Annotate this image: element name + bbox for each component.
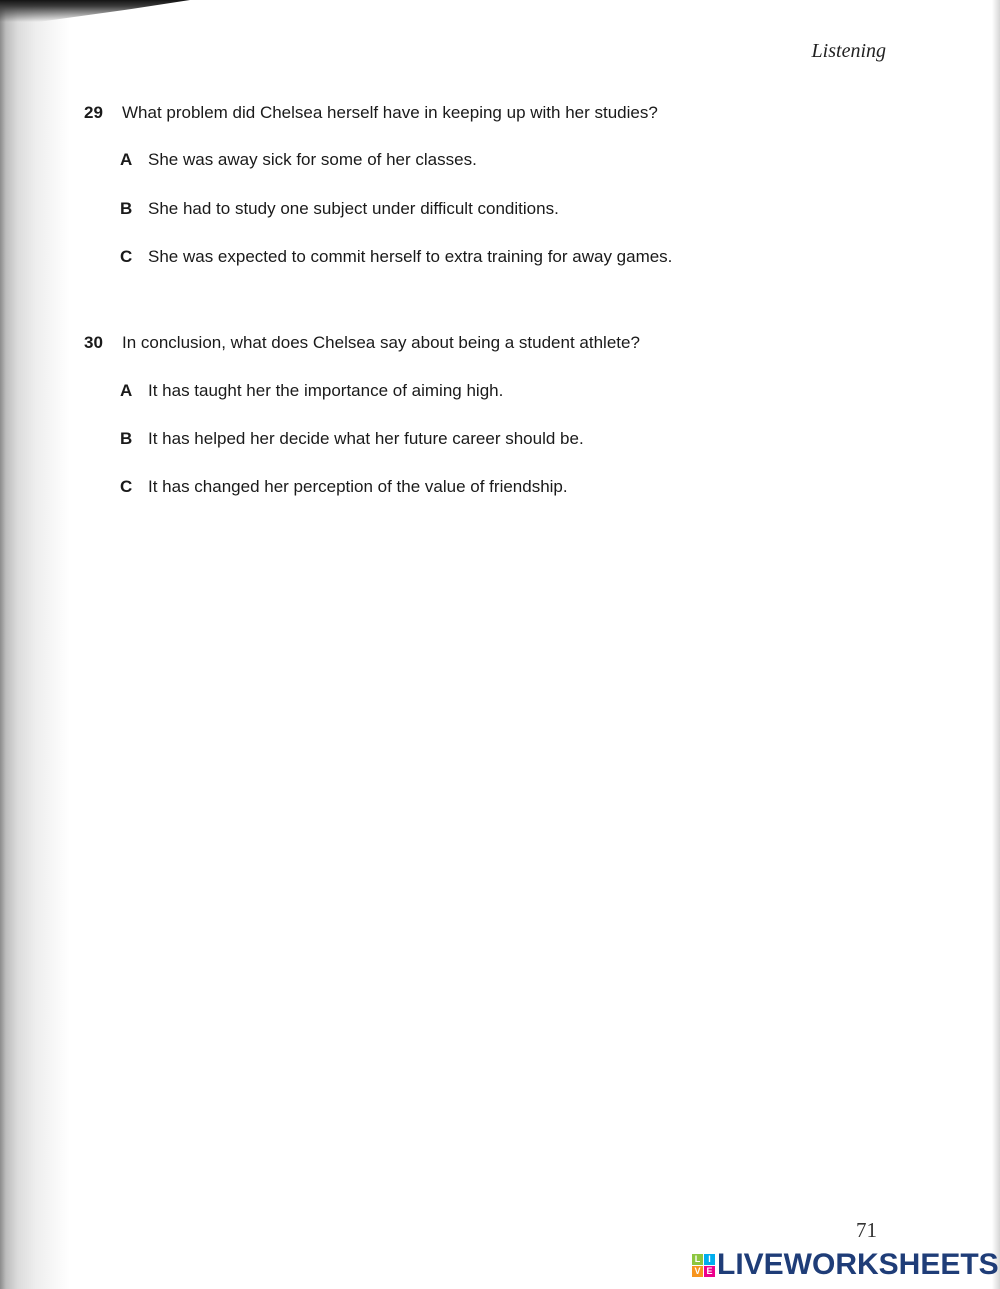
option-a[interactable] — [120, 381, 640, 401]
option-b[interactable] — [120, 199, 672, 219]
running-head: Listening — [811, 40, 886, 62]
option-text: It has changed her perception of the value of friendship. — [148, 477, 568, 496]
option-c[interactable] — [120, 477, 640, 497]
page-right-edge — [992, 0, 1000, 1289]
option-text: It has taught her the importance of aiming high. — [148, 381, 504, 400]
logo-mark-letter: I — [704, 1254, 715, 1265]
question-text: What problem did Chelsea herself have in keeping up with her studies? — [122, 103, 658, 122]
question-stem — [84, 333, 640, 353]
question-number: 29 — [84, 103, 103, 122]
option-letter: A — [120, 381, 133, 400]
option-letter: B — [120, 429, 133, 448]
question-number: 30 — [84, 333, 103, 352]
logo-mark-letter: L — [692, 1254, 703, 1265]
question-stem — [84, 103, 672, 123]
question-29 — [84, 103, 672, 267]
option-b[interactable] — [120, 429, 640, 449]
binding-shadow — [0, 0, 70, 1289]
option-letter: A — [120, 150, 133, 169]
option-letter: B — [120, 199, 133, 218]
option-text: She had to study one subject under difficult conditions. — [148, 199, 559, 218]
option-text: She was expected to commit herself to extra training for away games. — [148, 247, 673, 266]
question-text: In conclusion, what does Chelsea say about being a student athlete? — [122, 333, 640, 352]
option-letter: C — [120, 247, 133, 266]
logo-mark-letter: V — [692, 1266, 703, 1277]
logo-mark-icon — [692, 1254, 715, 1277]
option-letter: C — [120, 477, 133, 496]
option-text: She was away sick for some of her classes. — [148, 150, 477, 169]
option-c[interactable] — [120, 247, 672, 267]
option-text: It has helped her decide what her future career should be. — [148, 429, 584, 448]
logo-mark-letter: E — [704, 1266, 715, 1277]
page-corner-shadow — [0, 0, 190, 22]
question-30 — [84, 333, 640, 497]
logo-text: LIVEWORKSHEETS — [717, 1248, 999, 1281]
liveworksheets-logo[interactable] — [692, 1248, 999, 1282]
option-a[interactable] — [120, 150, 672, 170]
page-number: 71 — [856, 1218, 877, 1242]
